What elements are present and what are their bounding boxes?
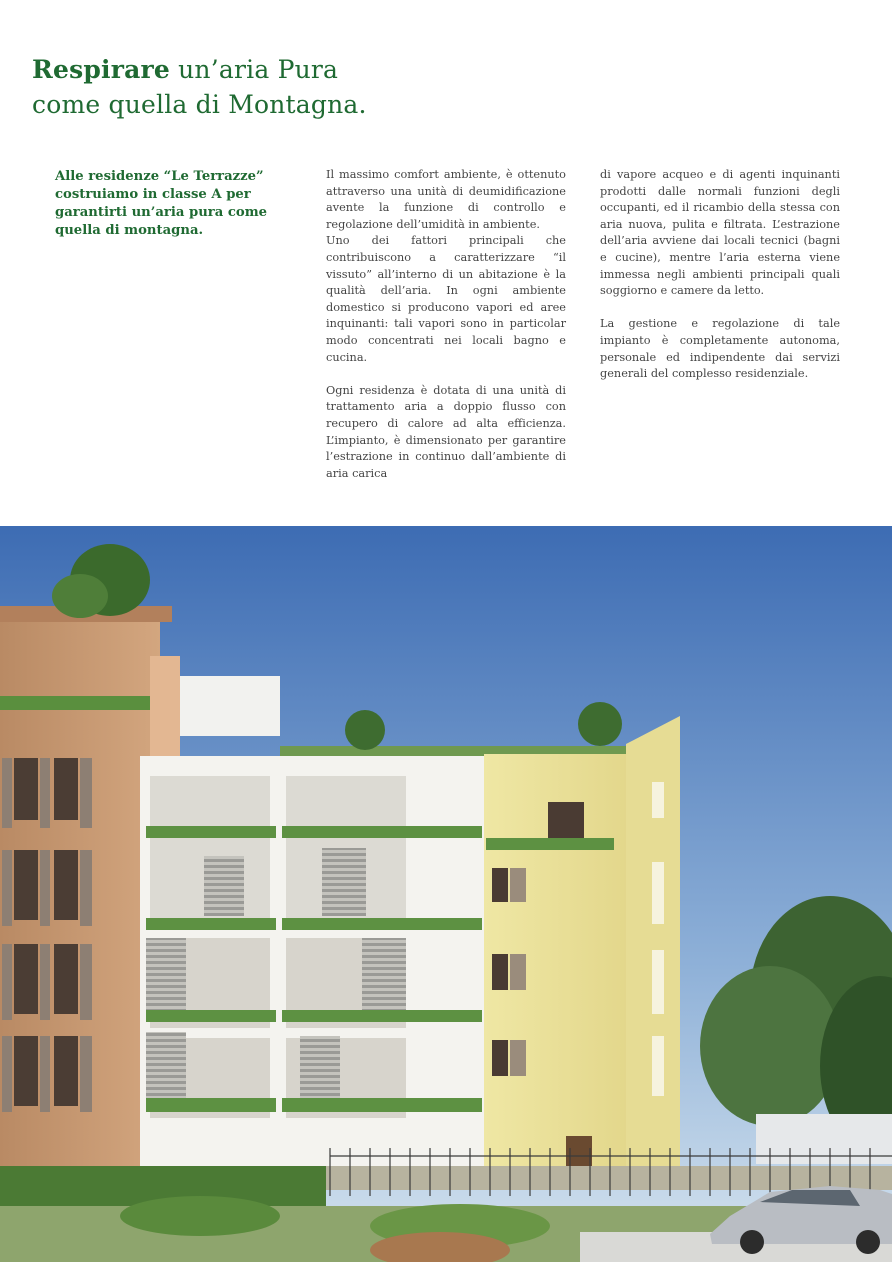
headline <box>32 52 632 122</box>
headline-rest: un’aria Pura <box>169 55 339 84</box>
text-column-2 <box>600 167 840 383</box>
headline-line-1 <box>32 55 338 84</box>
paragraph: La gestione e regolazione di tale impianto è completamente autonoma, personale ed indipendente dai servizi generali del complesso residenziale. <box>600 317 840 381</box>
intro-text: Alle residenze “Le Terrazze” costruiamo in classe A per garantirti un’aria pura come quella di montagna. <box>55 169 268 238</box>
building-rendering-image <box>0 526 892 1262</box>
yellow-building <box>484 716 680 1184</box>
text-column-1 <box>326 167 566 482</box>
headline-line-2: come quella di Montagna. <box>32 90 367 119</box>
paragraph: Uno dei fattori principali che contribuiscono a caratterizzare “il vissuto” all’interno di un abitazione è la qualità dell’aria. In ogni ambiente domestico si producono vapori ed aree inquinanti: tali vapori sono in particolar modo concentrati nei locali bagno e cucina. <box>326 234 566 364</box>
headline-bold-word: Respirare <box>32 55 170 84</box>
paragraph: Ogni residenza è dotata di una unità di trattamento aria a doppio flusso con recupero di calore ad alta efficienza. L’impianto, è dimensionato per garantire l’estrazione in continuo dall’ambiente di aria carica <box>326 383 566 480</box>
paragraph: Il massimo comfort ambiente, è ottenuto attraverso una unità di deumidificazione avente la funzione di controllo e regolazione dell’umidità in ambiente. <box>326 168 566 231</box>
paragraph: di vapore acqueo e di agenti inquinanti prodotti dalle normali funzioni degli occupanti, ed il ricambio della stessa con aria nuova, pulita e filtrata. L’estrazione dell’aria avviene dai locali tecnici (bagni e cucine), mentre l’aria esterna viene immessa negli ambienti principali quali soggiorno e camere da letto. <box>600 168 840 298</box>
